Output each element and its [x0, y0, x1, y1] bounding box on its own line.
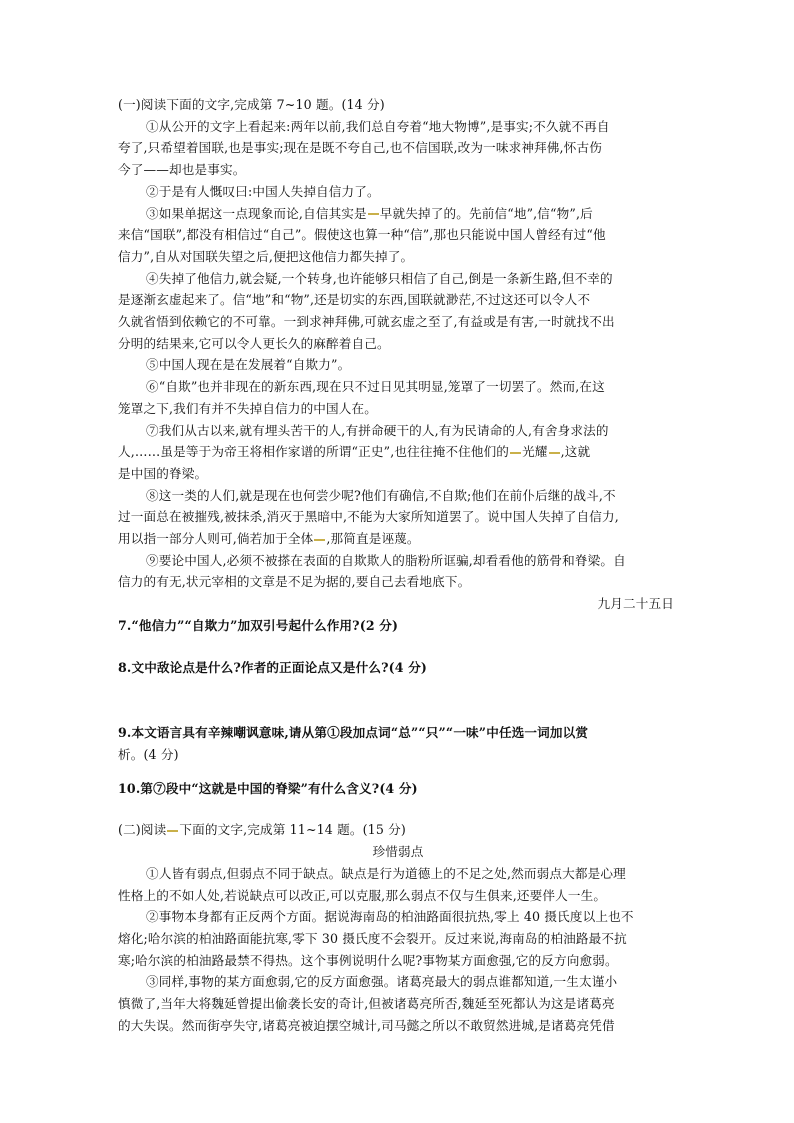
date-line: 九月二十五日 [597, 596, 674, 612]
paragraph-line [118, 203, 678, 225]
paragraph-line: ⑨要论中国人,必须不被搽在表面的自欺欺人的脂粉所诓骗,却看看他的筋骨和脊梁。自 [146, 552, 626, 568]
paragraph-line: ②于是有人慨叹曰:中国人失掉自信力了。 [146, 183, 380, 199]
text-span: 光耀 [522, 444, 548, 460]
paragraph-line: 慎微了,当年大将魏延曾提出偷袭长安的奇计,但被诸葛亮所否,魏延至死都认为这是诸葛亮 [118, 996, 615, 1012]
paragraph-line: 久就省悟到依赖它的不可靠。一到求神拜佛,可就玄虚之至了,有益或是有害,一时就找不出 [118, 314, 615, 330]
paragraph-line [118, 441, 678, 463]
emphasis-mark [368, 213, 379, 215]
paragraph-line: 熔化;哈尔滨的柏油路面能抗寒,零下 30 摄氏度不会裂开。反过来说,海南岛的柏油路最不抗 [118, 930, 627, 946]
question-9-cont: 析。(4 分) [118, 746, 179, 762]
text-span: 下面的文字,完成第 11~14 题。(15 分) [179, 822, 406, 838]
question-10: 10.第⑦段中“这就是中国的脊梁”有什么含义?(4 分) [118, 780, 418, 796]
article-title: 珍惜弱点 [372, 844, 424, 860]
document-page [118, 94, 678, 1036]
text-span: 人,……虽是等于为帝王将相作家谱的所谓“正史”,也往往掩不住他们的 [118, 444, 510, 460]
section2-header [118, 819, 678, 841]
paragraph-line: 来信“国联”,都没有相信过“自己”。假使这也算一种“信”,那也只能说中国人曾经有过“他 [118, 227, 606, 243]
question-7: 7.“他信力”“自欺力”加双引号起什么作用?(2 分) [118, 617, 399, 633]
paragraph-line: ⑥“自欺”也并非现在的新东西,现在只不过日见其明显,笼罩了一切罢了。然而,在这 [146, 379, 605, 395]
paragraph-line: ①人皆有弱点,但弱点不同于缺点。缺点是行为道德上的不足之处,然而弱点大都是心理 [146, 865, 626, 881]
paragraph-line: 是中国的脊梁。 [118, 465, 208, 481]
text-span: ,那简直是诬蔑。 [326, 531, 420, 547]
paragraph-line: 今了——却也是事实。 [118, 162, 246, 178]
paragraph-line: ⑤中国人现在是在发展着“自欺力”。 [146, 357, 351, 373]
paragraph-line: 笼罩之下,我们有并不失掉自信力的中国人在。 [118, 400, 378, 416]
paragraph-line: 信力”,自从对国联失望之后,便把这他信力都失掉了。 [118, 248, 414, 264]
paragraph-line: ⑦我们从古以来,就有埋头苦干的人,有拼命硬干的人,有为民请命的人,有舍身求法的 [146, 422, 609, 438]
text-span: (二)阅读 [118, 822, 167, 838]
paragraph-line [118, 528, 678, 550]
paragraph-line: 性格上的不如人处,若说缺点可以改正,可以克服,那么弱点不仅与生俱来,还要伴人一生。 [118, 887, 607, 903]
paragraph-line: 的大失误。然而街亭失守,诸葛亮被迫摆空城计,司马懿之所以不敢贸然进城,是诸葛亮凭借 [118, 1017, 615, 1033]
paragraph-line: 信力的有无,状元宰相的文章是不足为据的,要自己去看地底下。 [118, 574, 471, 590]
text-span: 用以指一部分人则可,倘若加于全体 [118, 531, 314, 547]
paragraph-line: ⑧这一类的人们,就是现在也何尝少呢?他们有确信,不自欺;他们在前仆后继的战斗,不 [146, 487, 616, 503]
text-span: ,这就 [560, 444, 591, 460]
paragraph-line: 分明的结果来,它可以令人更长久的麻醉着自己。 [118, 335, 390, 351]
paragraph-line: 夸了,只希望着国联,也是事实;现在是既不夸自己,也不信国联,改为一味求神拜佛,怀古伤 [118, 140, 602, 156]
paragraph-line: 寒;哈尔滨的柏油路最禁不得热。这个事例说明什么呢?事物某方面愈强,它的反方向愈弱。 [118, 952, 618, 968]
paragraph-line: 是逐渐玄虚起来了。信“地”和“物”,还是切实的东西,国联就渺茫,不过这还可以令人不 [118, 292, 591, 308]
emphasis-mark [549, 452, 560, 454]
paragraph-line: ③同样,事物的某方面愈弱,它的反方面愈强。诸葛亮最大的弱点谁都知道,一生太谨小 [146, 974, 618, 990]
question-8: 8.文中敌论点是什么?作者的正面论点又是什么?(4 分) [118, 659, 428, 675]
emphasis-mark [167, 830, 178, 832]
text-span: ③如果单据这一点现象而论,自信其实是 [146, 205, 367, 221]
paragraph-line: ①从公开的文字上看起来:两年以前,我们总自夸着“地大物博”,是事实;不久就不再自 [146, 118, 610, 134]
text-span: 早就失掉了的。先前信“地”,信“物”,后 [379, 205, 593, 221]
question-9: 9.本文语言具有辛辣嘲讽意味,请从第①段加点词“总”“只”“一味”中任选一词加以赏 [118, 725, 589, 741]
section1-header: (一)阅读下面的文字,完成第 7~10 题。(14 分) [118, 97, 385, 112]
paragraph-line: ④失掉了他信力,就会疑,一个转身,也许能够只相信了自己,倒是一条新生路,但不幸的 [146, 270, 613, 286]
emphasis-mark [314, 539, 325, 541]
paragraph-line: ②事物本身都有正反两个方面。据说海南岛的柏油路面很抗热,零上 40 摄氏度以上也不 [146, 909, 634, 925]
paragraph-line: 过一面总在被摧残,被抹杀,消灭于黑暗中,不能为大家所知道罢了。说中国人失掉了自信力, [118, 509, 619, 525]
emphasis-mark [510, 452, 521, 454]
